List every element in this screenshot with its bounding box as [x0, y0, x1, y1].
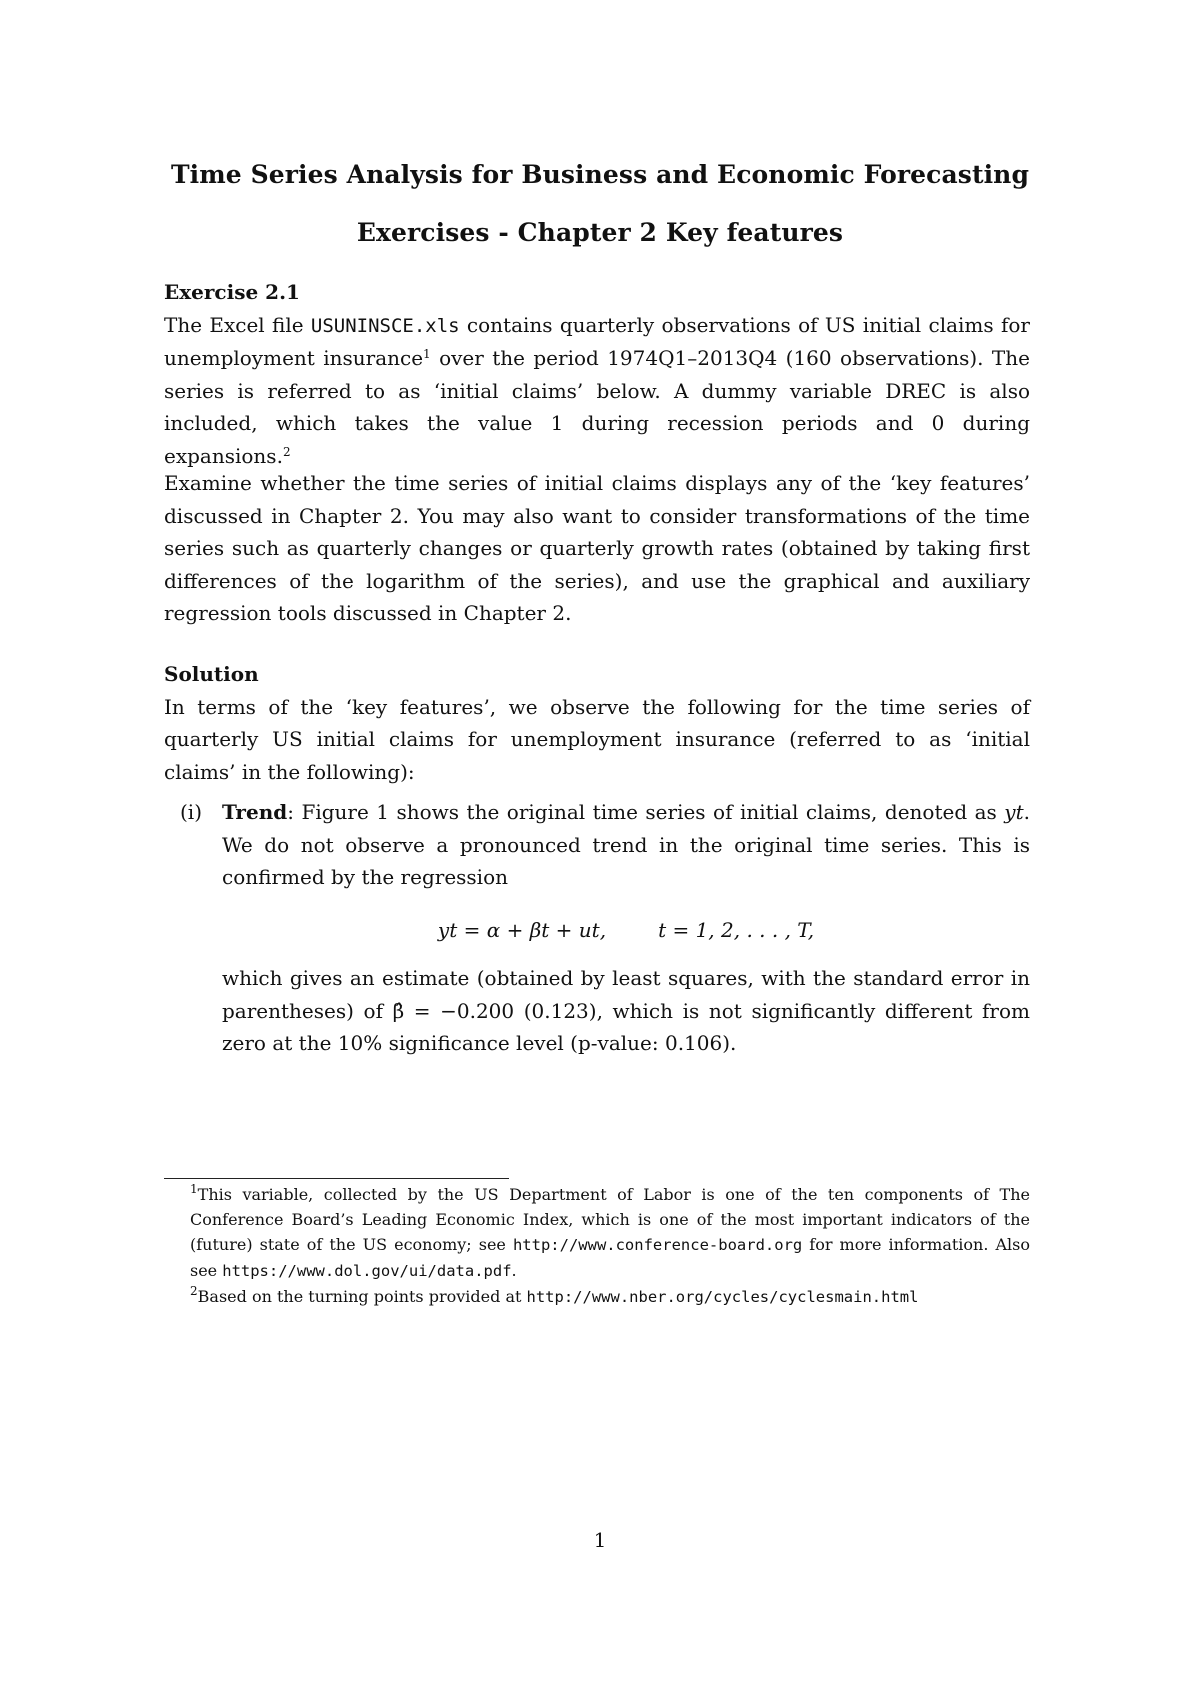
- item-text: . We do not observe a pronounced trend in the original time series. This is confirmed by the regression: [222, 800, 1030, 889]
- page-number: 1: [593, 1528, 607, 1552]
- footnote-rule: [164, 1178, 509, 1179]
- equation-left: yt = α + βt + ut,: [437, 917, 607, 942]
- footnote-mark: 2: [190, 1284, 198, 1298]
- footnote-text: .: [511, 1261, 517, 1280]
- exercise-paragraph-2: Examine whether the time series of initial claims displays any of the ‘key features’ discussed in Chapter 2. You may also want to consider transformations of the time series such as quarterly changes or quarterly growth rates (obtained by taking first differences of the logarithm of the series), and use the graphical and auxiliary regression tools discussed in Chapter 2.: [164, 471, 1030, 625]
- footnotes: [164, 1182, 1030, 1310]
- solution-heading: Solution: [164, 662, 259, 686]
- item-text: : Figure 1 shows the original time series of initial claims, denoted as: [287, 800, 1005, 824]
- footnote-2: [164, 1284, 1030, 1310]
- item-label: (i): [180, 800, 203, 824]
- list-item-trend: [180, 796, 1030, 1060]
- exercise-heading: Exercise 2.1: [164, 280, 300, 304]
- regression-equation: [222, 914, 1030, 947]
- footnote-mark: 1: [190, 1182, 198, 1196]
- footnote-link[interactable]: https://www.dol.gov/ui/data.pdf: [222, 1262, 512, 1280]
- footnote-text: This variable, collected by the US Department of Labor is one of the ten components of The Conference Board’s Leading Economic Index, which is one of the most important indicators of the (future) state of the US economy; see: [190, 1185, 1030, 1254]
- footnote-1: [164, 1182, 1030, 1284]
- footnote-text: Based on the turning points provided at: [197, 1287, 527, 1306]
- exercise-text: over the period 1974Q1–2013Q4 (160 observations). The series is referred to as ‘initial claims’ below. A dummy variable DREC is also included, which takes the value 1 during recession periods and 0 during expansions.: [164, 346, 1030, 468]
- exercise-paragraph-1: [164, 309, 1030, 473]
- document-title: Time Series Analysis for Business and Economic Forecasting: [170, 160, 1030, 189]
- footnote-text: for more information. Also see: [190, 1235, 1030, 1280]
- exercise-text: The Excel file: [164, 312, 311, 337]
- item-term: Trend: [222, 800, 288, 824]
- footnote-ref-2: 2: [282, 444, 291, 459]
- item-result: which gives an estimate (obtained by least squares, with the standard error in parentheses) of β̂ = −0.200 (0.123), which is not significantly different from zero at the 10% significance level (p-value: 0.106).: [222, 966, 1030, 1055]
- variable-y: yt: [1004, 800, 1024, 824]
- exercise-text: contains quarterly observations of US initial claims for unemployment insurance: [164, 312, 1030, 370]
- footnote-link[interactable]: http://www.nber.org/cycles/cyclesmain.html: [526, 1288, 919, 1306]
- document-subtitle: Exercises - Chapter 2 Key features: [356, 218, 844, 247]
- item-paragraph: [222, 796, 1030, 894]
- equation-right: t = 1, 2, . . . , T,: [658, 917, 815, 942]
- footnote-link[interactable]: http://www.conference-board.org: [512, 1236, 803, 1254]
- solution-section: [164, 658, 1030, 788]
- file-name: USUNINSCE.xls: [310, 314, 460, 337]
- footnote-ref-1: 1: [423, 347, 431, 361]
- exercise-section: [164, 276, 1030, 472]
- solution-intro: In terms of the ‘key features’, we observe the following for the time series of quarterly US initial claims for unemployment insurance (referred to as ‘initial claims’ in the following):: [164, 694, 1030, 784]
